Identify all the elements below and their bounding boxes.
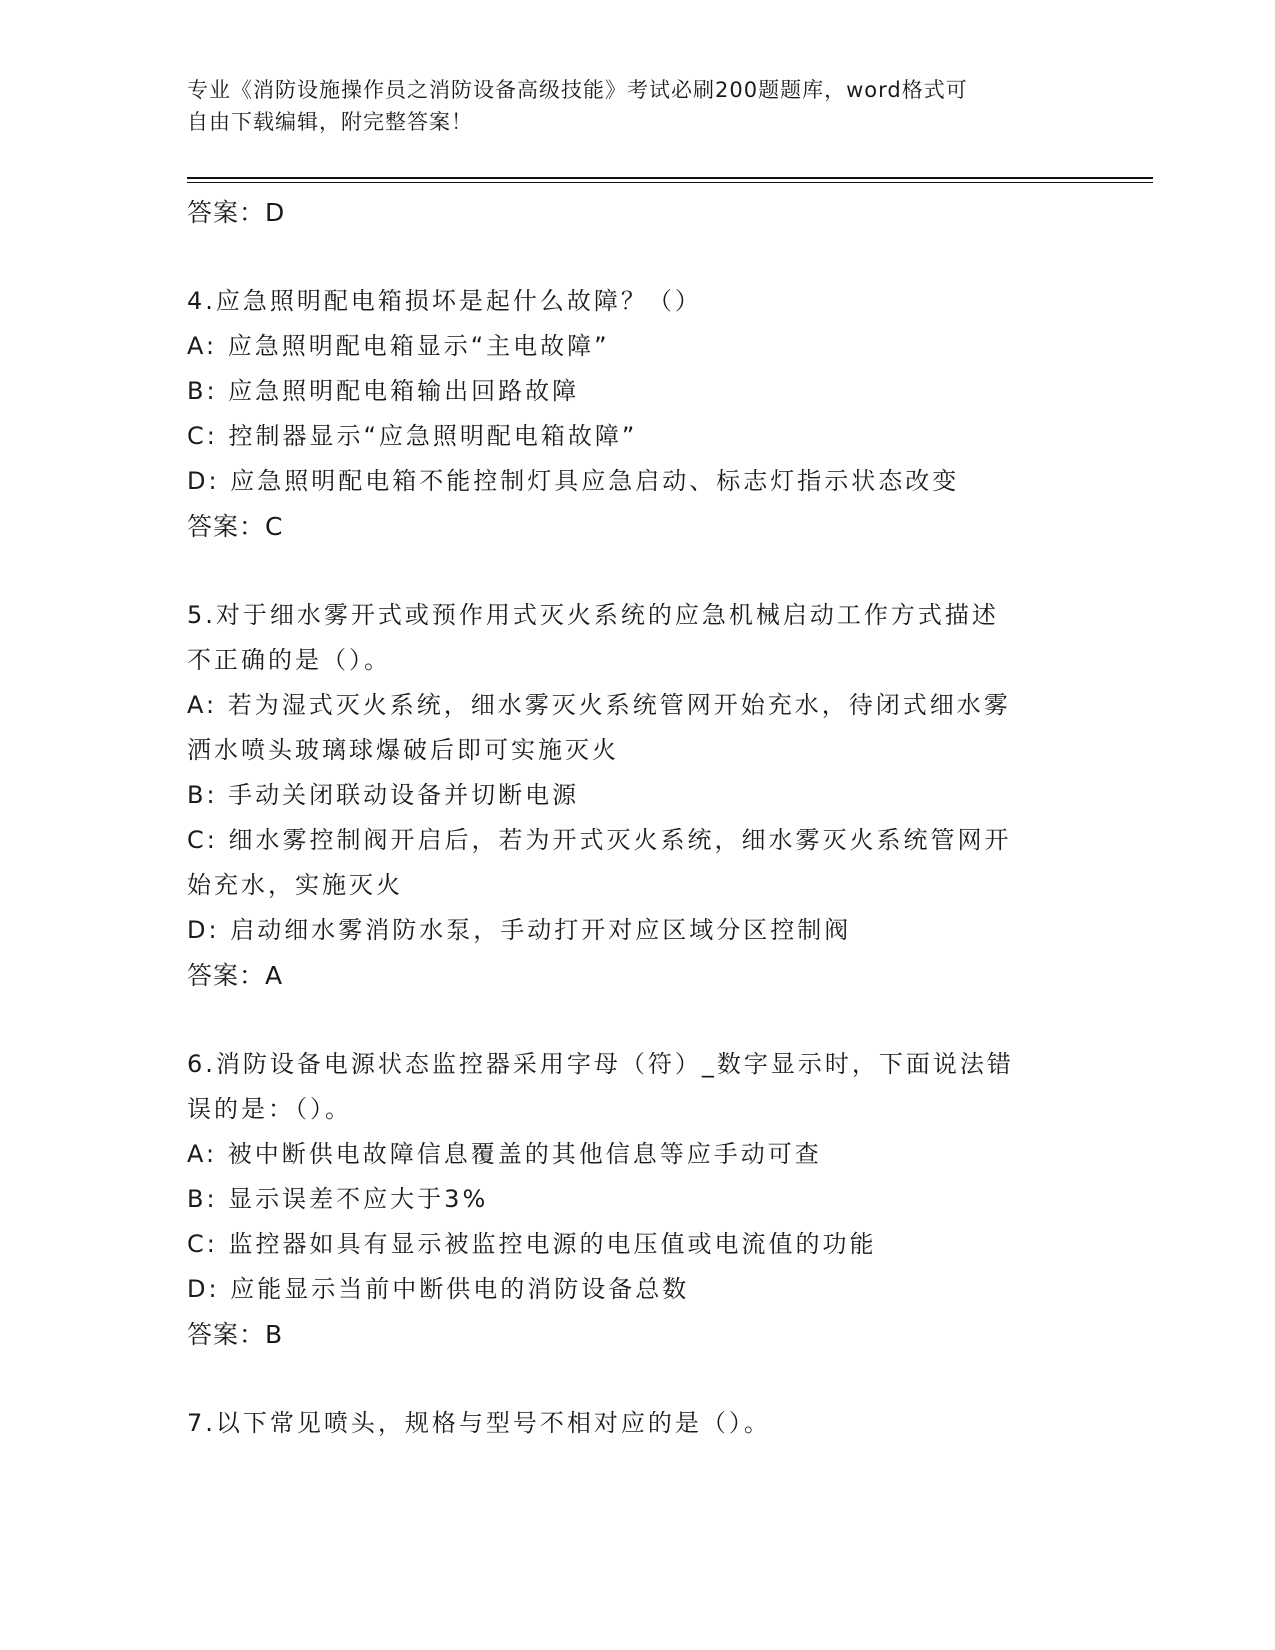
- option-c-line-1: C: 细水雾控制阀开启后，若为开式灭火系统，细水雾灭火系统管网开: [187, 826, 1012, 854]
- option-b: B: 显示误差不应大于3%: [187, 1185, 489, 1213]
- header-line-1: 专业《消防设施操作员之消防设备高级技能》考试必刷200题题库，word格式可: [187, 78, 968, 102]
- question-stem-line-2: 误的是：（）。: [187, 1095, 352, 1123]
- option-a-line-1: A: 若为湿式灭火系统，细水雾灭火系统管网开始充水，待闭式细水雾: [187, 691, 1011, 719]
- option-a: A: 应急照明配电箱显示“主电故障”: [187, 332, 610, 360]
- question-4: [187, 279, 1087, 549]
- header-divider-thick: [187, 177, 1153, 179]
- answer: 答案：A: [187, 961, 284, 990]
- previous-answer: 答案：D: [187, 198, 286, 227]
- question-stem-line-2: 不正确的是（）。: [187, 646, 391, 674]
- option-c: C: 监控器如具有显示被监控电源的电压值或电流值的功能: [187, 1230, 877, 1258]
- option-c: C: 控制器显示“应急照明配电箱故障”: [187, 422, 638, 450]
- option-b: B: 应急照明配电箱输出回路故障: [187, 377, 580, 405]
- option-d: D: 应能显示当前中断供电的消防设备总数: [187, 1275, 690, 1303]
- question-6: [187, 1042, 1087, 1357]
- spacer: [187, 1357, 1087, 1401]
- option-a: A: 被中断供电故障信息覆盖的其他信息等应手动可查: [187, 1140, 822, 1168]
- document-header: [187, 74, 1067, 138]
- question-5: [187, 593, 1087, 998]
- question-7: [187, 1401, 1087, 1446]
- question-stem: 4.应急照明配电箱损坏是起什么故障？（）: [187, 287, 702, 315]
- spacer: [187, 235, 1087, 279]
- document-body: [187, 190, 1087, 1446]
- answer: 答案：C: [187, 512, 284, 541]
- option-b: B: 手动关闭联动设备并切断电源: [187, 781, 580, 809]
- option-d: D: 启动细水雾消防水泵，手动打开对应区域分区控制阀: [187, 916, 852, 944]
- option-d: D: 应急照明配电箱不能控制灯具应急启动、标志灯指示状态改变: [187, 467, 960, 495]
- question-stem-line-1: 6.消防设备电源状态监控器采用字母（符）_数字显示时，下面说法错: [187, 1050, 1014, 1078]
- header-divider-thin: [187, 182, 1153, 183]
- answer: 答案：B: [187, 1320, 284, 1349]
- option-c-line-2: 始充水，实施灭火: [187, 871, 403, 899]
- question-stem-line-1: 5.对于细水雾开式或预作用式灭火系统的应急机械启动工作方式描述: [187, 601, 999, 629]
- header-line-2: 自由下载编辑，附完整答案！: [187, 110, 473, 134]
- question-stem: 7.以下常见喷头，规格与型号不相对应的是（）。: [187, 1409, 771, 1437]
- spacer: [187, 998, 1087, 1042]
- spacer: [187, 549, 1087, 593]
- option-a-line-2: 洒水喷头玻璃球爆破后即可实施灭火: [187, 736, 619, 764]
